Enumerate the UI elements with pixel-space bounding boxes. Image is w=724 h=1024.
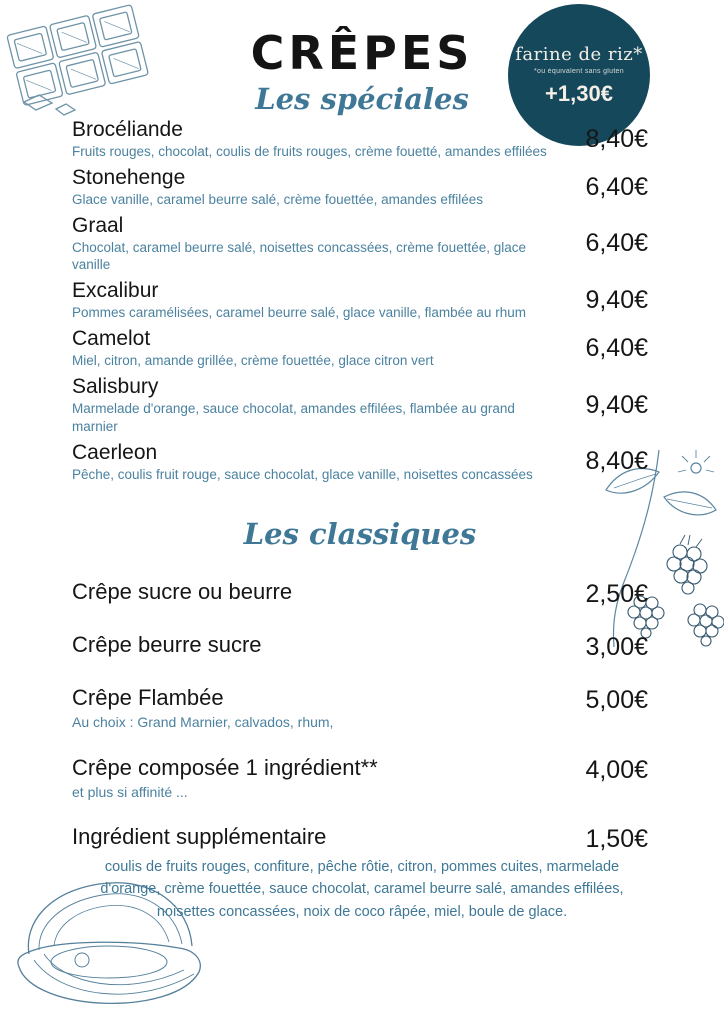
item-description: Miel, citron, amande grillée, crème fouettée, glace citron vert bbox=[72, 353, 434, 369]
item-name: Crêpe Flambée bbox=[72, 685, 224, 711]
menu-item bbox=[72, 327, 648, 370]
item-name: Excalibur bbox=[72, 279, 159, 303]
menu-item bbox=[72, 441, 648, 484]
menu-item-text bbox=[72, 166, 571, 209]
menu-item bbox=[72, 118, 648, 161]
menu-item-text bbox=[72, 118, 571, 161]
item-price: 8,40€ bbox=[585, 124, 648, 153]
section-heading-classiques: Les classiques bbox=[243, 517, 477, 552]
menu-item-text bbox=[72, 441, 571, 484]
menu-item-text bbox=[72, 685, 571, 731]
item-name: Camelot bbox=[72, 327, 151, 351]
section-classiques bbox=[72, 579, 648, 854]
menu-item bbox=[72, 579, 648, 609]
item-description: Pommes caramélisées, caramel beurre salé, glace vanille, flambée au rhum bbox=[72, 305, 526, 321]
menu-item bbox=[72, 632, 648, 662]
item-name: Crêpe beurre sucre bbox=[72, 632, 262, 658]
item-description: Pêche, coulis fruit rouge, sauce chocolat, glace vanille, noisettes concassées bbox=[72, 466, 533, 482]
menu-content bbox=[72, 118, 648, 877]
menu-item bbox=[72, 685, 648, 731]
toppings-footer: coulis de fruits rouges, confiture, pêche rôtie, citron, pommes cuites, marmelade d'orange, crème fouettée, sauce chocolat, caramel beurre salé, amandes effilées, noisettes concassées, noix de coco râpée, miel, boule de glace. bbox=[100, 859, 624, 920]
item-price: 2,50€ bbox=[585, 580, 648, 609]
item-price: 4,00€ bbox=[585, 755, 648, 784]
badge-subtitle: *ou équivalent sans gluten bbox=[534, 67, 624, 75]
menu-item bbox=[72, 214, 648, 275]
item-price: 6,40€ bbox=[585, 229, 648, 258]
item-price: 6,40€ bbox=[585, 172, 648, 201]
page-title: CRÊPES bbox=[250, 26, 474, 80]
item-price: 3,00€ bbox=[585, 633, 648, 662]
item-description: Au choix : Grand Marnier, calvados, rhum, bbox=[72, 714, 334, 731]
item-name: Brocéliande bbox=[72, 118, 183, 141]
item-description: Chocolat, caramel beurre salé, noisettes concassées, crème fouettée, glace vanille bbox=[72, 239, 526, 273]
item-price: 1,50€ bbox=[585, 825, 648, 854]
item-description: Glace vanille, caramel beurre salé, crème fouettée, amandes effilées bbox=[72, 191, 483, 207]
item-name: Salisbury bbox=[72, 374, 159, 398]
menu-item-text bbox=[72, 279, 571, 322]
item-price: 9,40€ bbox=[585, 286, 648, 315]
menu-item-text bbox=[72, 579, 571, 605]
menu-item-text bbox=[72, 755, 571, 801]
menu-item-text bbox=[72, 214, 571, 275]
badge-price: +1,30€ bbox=[545, 80, 613, 106]
item-name: Ingrédient supplémentaire bbox=[72, 824, 327, 850]
section-heading-speciales: Les spéciales bbox=[255, 82, 469, 116]
item-price: 8,40€ bbox=[585, 447, 648, 476]
item-description: et plus si affinité ... bbox=[72, 783, 188, 800]
menu-item bbox=[72, 279, 648, 322]
menu-item-text bbox=[72, 824, 571, 850]
item-description: Fruits rouges, chocolat, coulis de fruits rouges, crème fouetté, amandes effilées bbox=[72, 144, 547, 159]
menu-item-text bbox=[72, 632, 571, 658]
item-description: Marmelade d'orange, sauce chocolat, amandes effilées, flambée au grand marnier bbox=[72, 400, 515, 434]
badge-title: farine de riz* bbox=[515, 43, 643, 65]
item-name: Graal bbox=[72, 213, 124, 237]
item-price: 5,00€ bbox=[585, 686, 648, 715]
menu-item bbox=[72, 755, 648, 801]
item-price: 6,40€ bbox=[585, 333, 648, 362]
menu-item-text bbox=[72, 327, 571, 370]
item-name: Stonehenge bbox=[72, 165, 186, 189]
item-name: Crêpe sucre ou beurre bbox=[72, 579, 293, 605]
menu-item bbox=[72, 375, 648, 436]
menu-item bbox=[72, 824, 648, 854]
menu-item bbox=[72, 166, 648, 209]
item-price: 9,40€ bbox=[585, 390, 648, 419]
section-speciales bbox=[72, 118, 648, 483]
menu-item-text bbox=[72, 375, 571, 436]
item-name: Crêpe composée 1 ingrédient** bbox=[72, 754, 378, 780]
item-name: Caerleon bbox=[72, 440, 158, 464]
